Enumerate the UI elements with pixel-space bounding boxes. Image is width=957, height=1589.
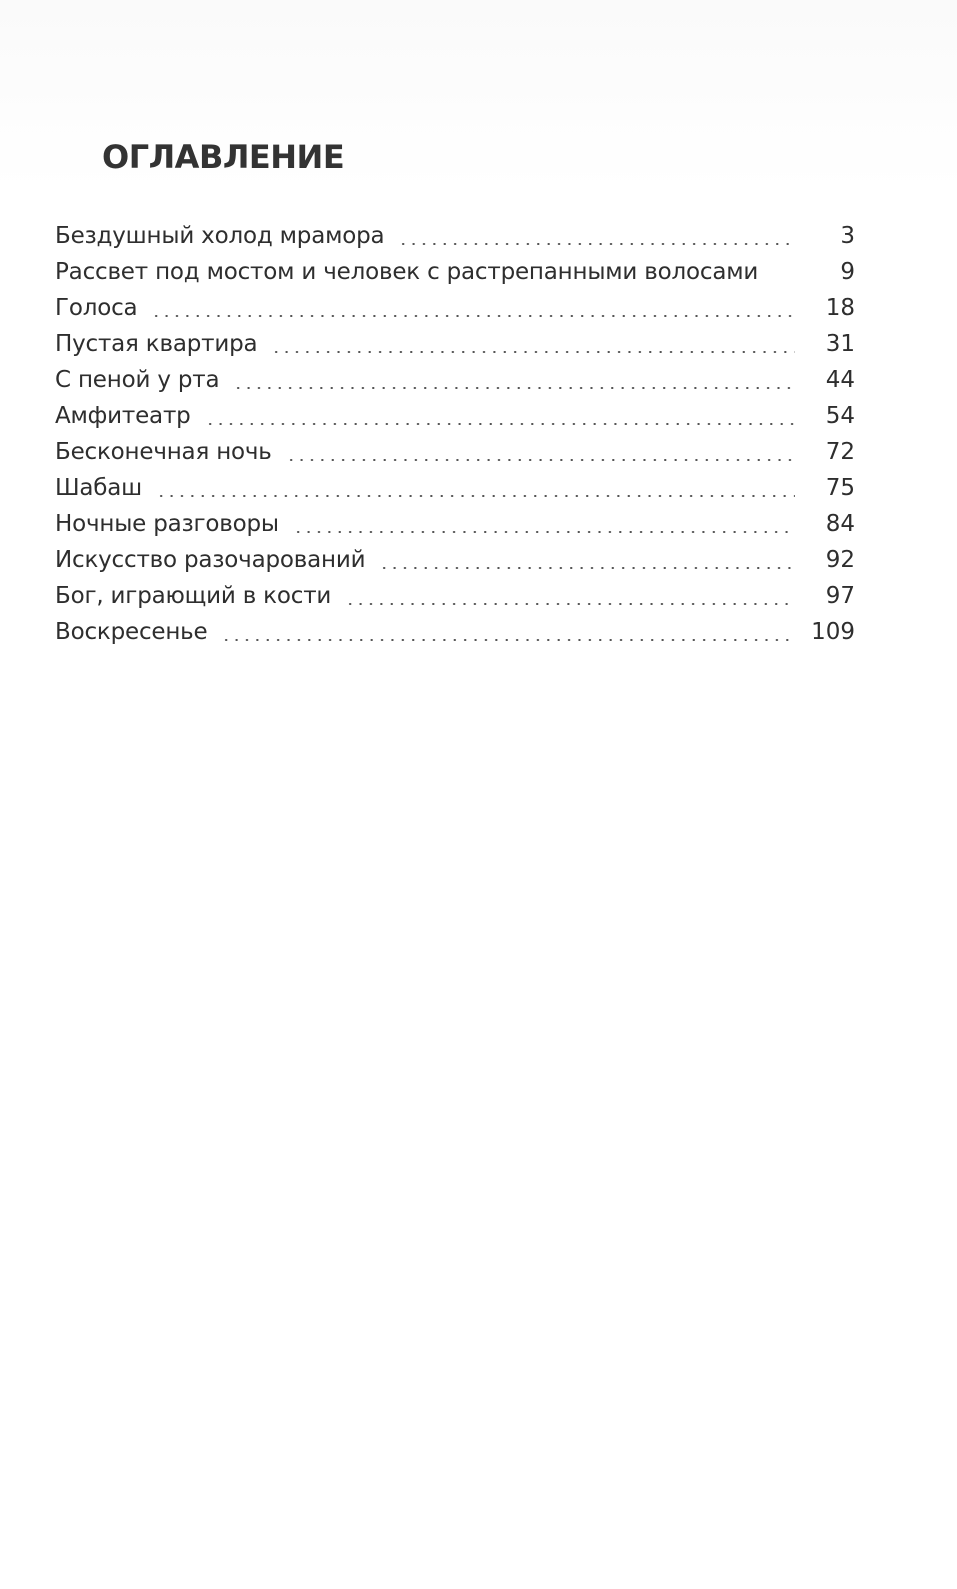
toc-entry-title: Бездушный холод мрамора [55,223,385,249]
toc-entry-page: 54 [825,403,855,429]
toc-entry-title: Пустая квартира [55,331,258,357]
toc-entry-page: 31 [825,331,855,357]
toc-entry-title: С пеной у рта [55,367,220,393]
toc-entry[interactable] [55,362,855,398]
dot-leader [286,459,795,461]
toc-entry[interactable] [55,506,855,542]
dot-leader [233,387,795,389]
toc-entry-title: Ночные разговоры [55,511,279,537]
toc-entry[interactable] [55,470,855,506]
toc-entry-page: 84 [825,511,855,537]
toc-entry-page: 3 [840,223,855,249]
toc-entry-title: Рассвет под мостом и человек с растрепанными волосами [55,259,759,285]
toc-entry[interactable] [55,290,855,326]
toc-entry[interactable] [55,614,855,650]
dot-leader [205,423,795,425]
dot-leader [271,351,795,353]
dot-leader [345,603,795,605]
toc-entry-title: Голоса [55,295,138,321]
dot-leader [156,495,795,497]
dot-leader [221,639,795,641]
toc-entry-page: 97 [825,583,855,609]
toc-entry[interactable] [55,254,855,290]
toc-title: ОГЛАВЛЕНИЕ [102,138,345,176]
toc-entry-title: Амфитеатр [55,403,191,429]
toc-entry-page: 18 [825,295,855,321]
dot-leader [379,567,795,569]
toc-entry-page: 109 [811,619,855,645]
toc-entry-page: 44 [825,367,855,393]
toc-entry-title: Воскресенье [55,619,208,645]
dot-leader [398,243,795,245]
toc-entry-page: 9 [840,259,855,285]
dot-leader [772,279,795,281]
toc-list [55,218,855,650]
toc-entry[interactable] [55,434,855,470]
toc-entry-title: Бесконечная ночь [55,439,272,465]
toc-entry[interactable] [55,326,855,362]
toc-entry-page: 75 [825,475,855,501]
toc-entry-title: Шабаш [55,475,143,501]
dot-leader [293,531,795,533]
toc-entry-title: Бог, играющий в кости [55,583,332,609]
dot-leader [151,315,795,317]
toc-entry[interactable] [55,578,855,614]
toc-entry-page: 72 [825,439,855,465]
toc-entry[interactable] [55,398,855,434]
toc-entry[interactable] [55,542,855,578]
toc-entry-title: Искусство разочарований [55,547,366,573]
toc-entry[interactable] [55,218,855,254]
toc-entry-page: 92 [825,547,855,573]
